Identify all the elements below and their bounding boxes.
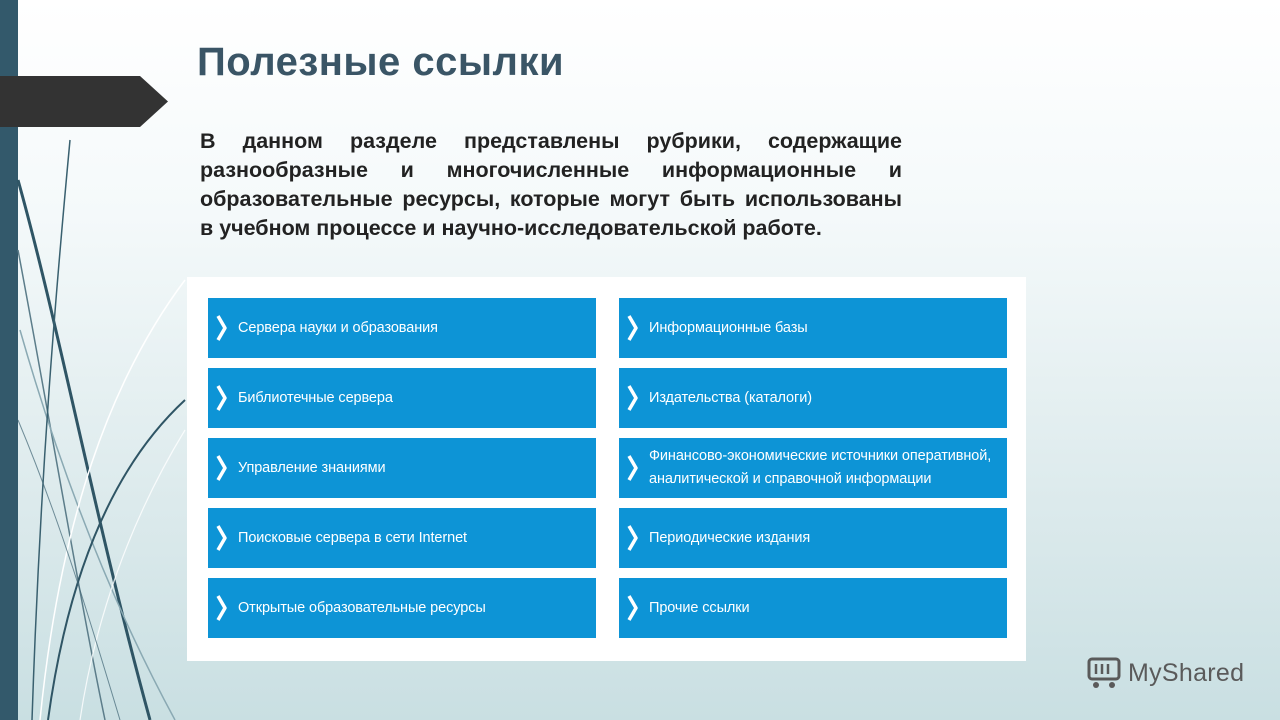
link-periodicals[interactable] <box>619 508 1007 568</box>
chevron-right-icon <box>627 453 639 483</box>
chevron-right-icon <box>216 383 228 413</box>
link-label: Финансово-экономические источники оперативной, аналитической и справочной информации <box>649 448 992 487</box>
chevron-right-icon <box>216 593 228 623</box>
chevron-right-icon <box>627 313 639 343</box>
section-description: В данном разделе представлены рубрики, содержащие разнообразные и многочисленные информационные и образовательные ресурсы, которые могут быть использованы в учебном процессе и научно-исследовательской работе. <box>200 129 902 240</box>
link-financial-sources[interactable] <box>619 438 1007 498</box>
link-open-educational-resources[interactable] <box>208 578 596 638</box>
chevron-right-icon <box>627 593 639 623</box>
chevron-right-icon <box>216 523 228 553</box>
chevron-right-icon <box>216 313 228 343</box>
link-label: Прочие ссылки <box>649 599 750 616</box>
watermark-text: MyShared <box>1128 658 1245 687</box>
link-information-bases[interactable] <box>619 298 1007 358</box>
link-label: Поисковые сервера в сети Internet <box>238 529 467 546</box>
link-label: Управление знаниями <box>238 459 386 476</box>
link-label: Сервера науки и образования <box>238 319 438 336</box>
link-search-servers[interactable] <box>208 508 596 568</box>
link-library-servers[interactable] <box>208 368 596 428</box>
cart-icon <box>1086 656 1122 690</box>
chevron-right-icon <box>627 383 639 413</box>
links-panel <box>187 277 1026 661</box>
link-publishers[interactable] <box>619 368 1007 428</box>
link-knowledge-management[interactable] <box>208 438 596 498</box>
link-label: Издательства (каталоги) <box>649 389 812 406</box>
link-label: Периодические издания <box>649 529 811 546</box>
link-label: Информационные базы <box>649 319 808 336</box>
chevron-right-icon <box>216 453 228 483</box>
link-label: Открытые образовательные ресурсы <box>238 599 486 616</box>
myshared-watermark <box>1086 656 1244 690</box>
link-other-links[interactable] <box>619 578 1007 638</box>
page-title: Полезные ссылки <box>197 40 565 84</box>
chevron-right-icon <box>627 523 639 553</box>
link-label: Библиотечные сервера <box>238 389 393 406</box>
link-science-servers[interactable] <box>208 298 596 358</box>
title-arrow-tab <box>0 76 168 127</box>
